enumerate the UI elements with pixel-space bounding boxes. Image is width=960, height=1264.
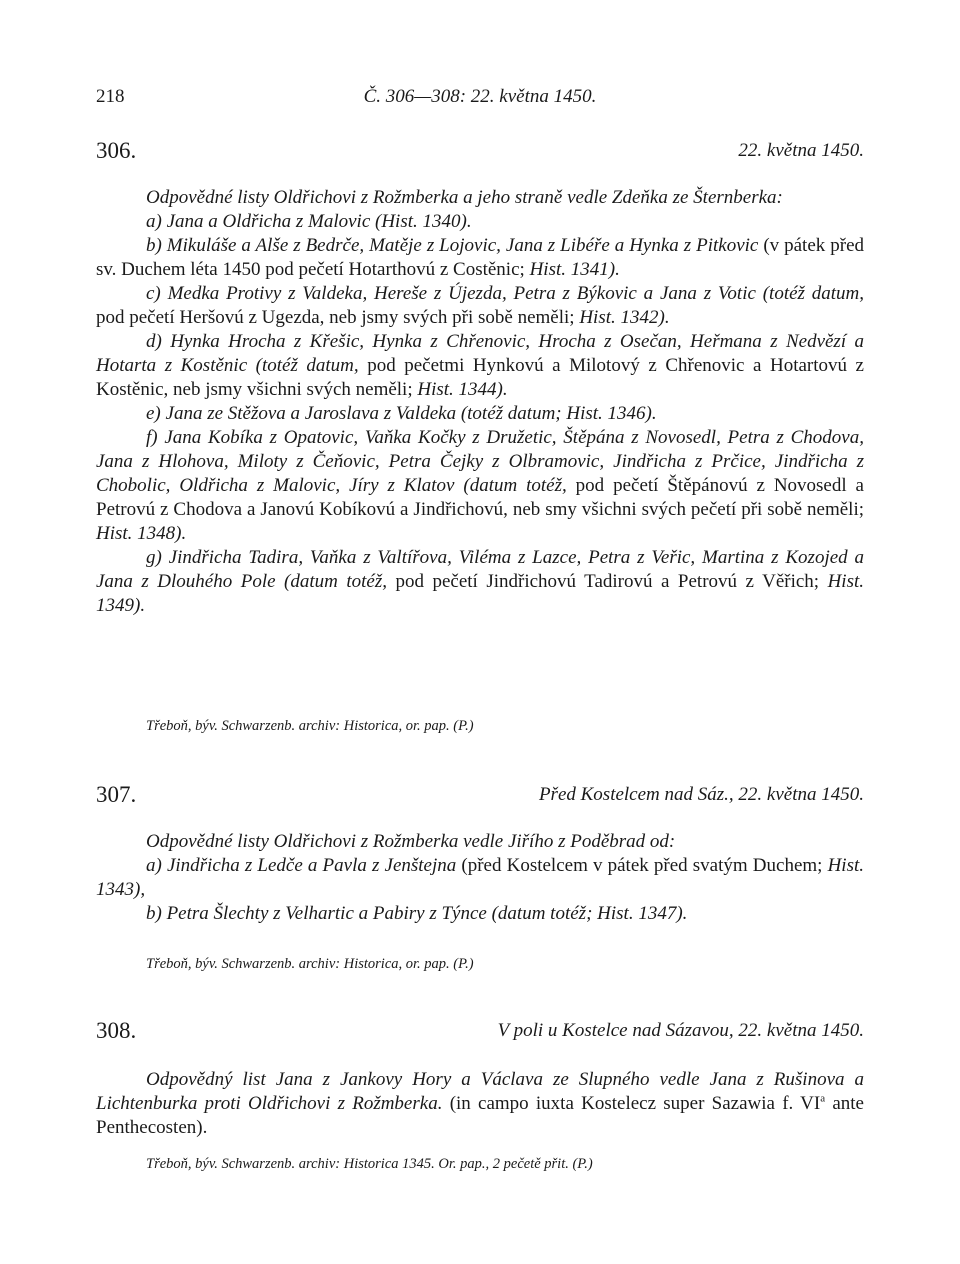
doc-308-head bbox=[96, 1018, 864, 1050]
running-title: Č. 306—308: 22. května 1450. bbox=[363, 86, 597, 107]
doc-number: 307. bbox=[96, 782, 137, 807]
list-item: b) Mikuláše a Alše z Bedrče, Matěje z Lojovic, Jana z Libéře a Hynka z Pitkovic (v pátek před sv. Duchem léta 1450 pod pečetí Hotarthovú z Costěnic; Hist. 1341). bbox=[96, 235, 864, 280]
doc-307-source: Třeboň, býv. Schwarzenb. archiv: Historica, or. pap. (P.) bbox=[146, 956, 474, 972]
list-item: b) Petra Šlechty z Velhartic a Pabiry z Týnce (datum totéž; Hist. 1347). bbox=[146, 903, 688, 924]
doc-307-body bbox=[96, 830, 864, 926]
list-item: a) Jindřicha z Ledče a Pavla z Jenštejna (před Kostelcem v pátek před svatým Duchem; Hist. 1343), bbox=[96, 855, 864, 900]
list-item: f) Jana Kobíka z Opatovic, Vaňka Kočky z Družetic, Štěpána z Novosedl, Petra z Chodova, Jana z Hlohova, Miloty z Čeňovic, Petra Čejky z Olbramovic, Jindřicha z Prčice, Jindřicha z Chobolic, Oldřicha z Malovic, Jíry z Klatov (datum totéž, pod pečetí Štěpánovú z Novosedl a Petrovú z Chodova a Janovú Kobíkovú a Jindřichovú, neb smy všichni svých pečetí při sobě neměli; Hist. 1348). bbox=[96, 427, 864, 544]
doc-number: 308. bbox=[96, 1018, 137, 1043]
doc-306-source: Třeboň, býv. Schwarzenb. archiv: Historica, or. pap. (P.) bbox=[146, 718, 474, 734]
doc-intro: Odpovědné listy Oldřichovi z Rožmberka a jeho straně vedle Zdeňka ze Šternberka: bbox=[146, 187, 783, 208]
doc-306-body bbox=[96, 186, 864, 618]
doc-number: 306. bbox=[96, 138, 137, 163]
list-item: a) Jana a Oldřicha z Malovic (Hist. 1340). bbox=[146, 211, 472, 232]
list-item: c) Medka Protivy z Valdeka, Hereše z Újezda, Petra z Býkovic a Jana z Votic (totéž datum, pod pečetí Heršovú z Ugezda, neb jsmy svých při sobě neměli; Hist. 1342). bbox=[96, 283, 864, 328]
document-page bbox=[96, 0, 864, 1264]
doc-307-head bbox=[96, 782, 864, 814]
list-item: d) Hynka Hrocha z Křešic, Hynka z Chřenovic, Hrocha z Osečan, Heřmana z Nedvězí a Hotarta z Kostěnic (totéž datum, pod pečetmi Hynkovú a Milotový z Chřenovic a Hotartovú z Kostěnic, neb jsmy všichni svých neměli; Hist. 1344). bbox=[96, 331, 864, 400]
doc-308-source: Třeboň, býv. Schwarzenb. archiv: Historica 1345. Or. pap., 2 pečetě přit. (P.) bbox=[146, 1156, 593, 1172]
doc-308-body bbox=[96, 1068, 864, 1140]
list-item: g) Jindřicha Tadira, Vaňka z Valtířova, Viléma z Lazce, Petra z Veřic, Martina z Kozojed a Jana z Dlouhého Pole (datum totéž, pod pečetí Jindřichovú Tadirovú a Petrovú z Věřich; Hist. 1349). bbox=[96, 547, 864, 616]
list-item: e) Jana ze Stěžova a Jaroslava z Valdeka (totéž datum; Hist. 1346). bbox=[146, 403, 657, 424]
doc-date: V poli u Kostelce nad Sázavou, 22. května 1450. bbox=[497, 1020, 864, 1041]
running-head bbox=[96, 86, 864, 114]
doc-intro: Odpovědné listy Oldřichovi z Rožmberka vedle Jiřího z Poděbrad od: bbox=[146, 831, 676, 852]
doc-date: 22. května 1450. bbox=[738, 140, 864, 161]
doc-intro: Odpovědný list Jana z Jankovy Hory a Václava ze Slupného vedle Jana z Rušinova a Lichtenburka proti Oldřichovi z Rožmberka. (in campo iuxta Kostelecz super Sazawia f. $VI^a$ ante Penthecosten). bbox=[96, 1069, 864, 1138]
doc-306-head bbox=[96, 138, 864, 170]
page-number: 218 bbox=[96, 86, 125, 107]
doc-date: Před Kostelcem nad Sáz., 22. května 1450. bbox=[538, 784, 864, 805]
